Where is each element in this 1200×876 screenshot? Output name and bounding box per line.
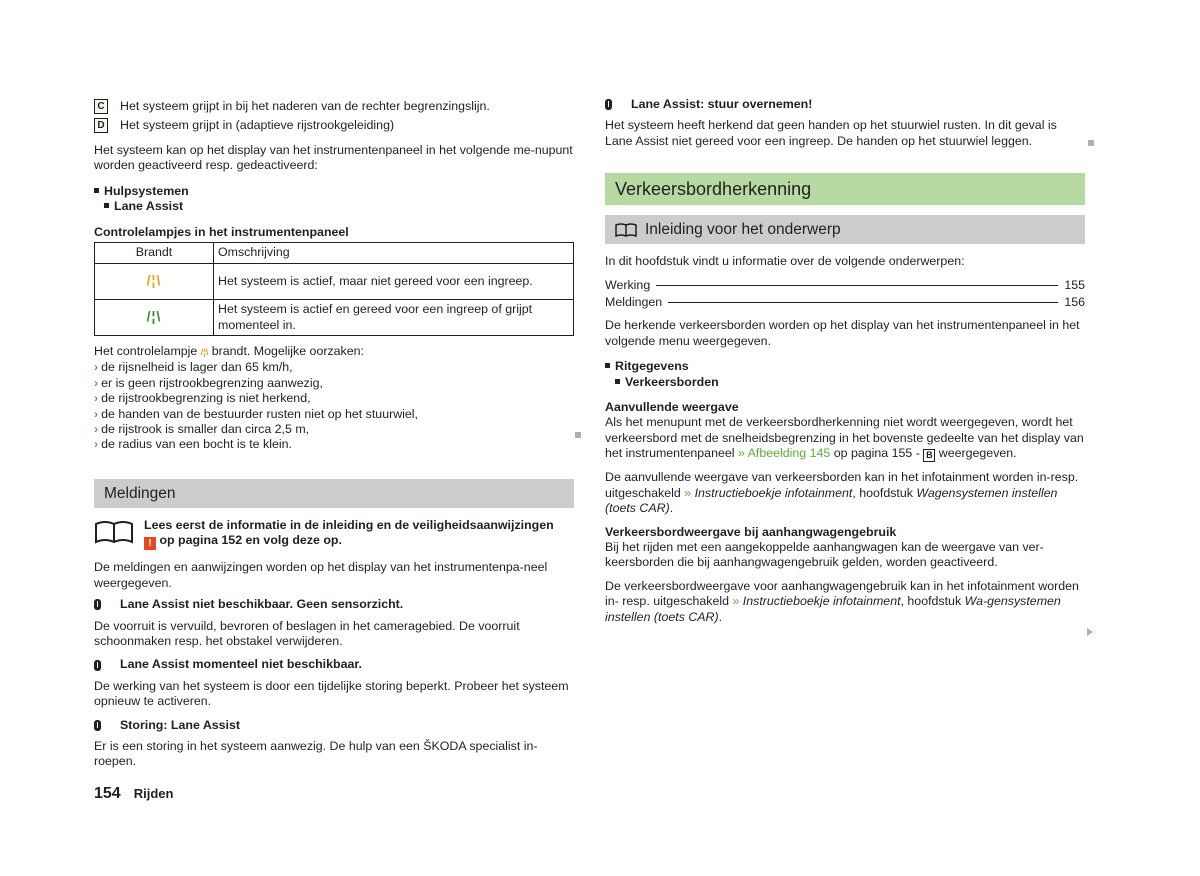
subheading: Verkeersbordweergave bij aanhangwagengebruik [605, 524, 897, 539]
menu-item: Verkeersborden [625, 374, 719, 389]
page-footer [94, 786, 173, 801]
subsection-heading [605, 215, 1085, 244]
message-text: Er is een storing in het systeem aanwezig. De hulp van een ŠKODA specialist in-roepen. [94, 738, 538, 769]
open-book-icon [94, 518, 134, 544]
bullet-square-icon [94, 188, 99, 193]
paragraph-text: weergegeven. [938, 446, 1017, 461]
message-title: Lane Assist: stuur overnemen! [631, 97, 813, 111]
message-title: Storing: Lane Assist [120, 717, 241, 732]
message-heading [94, 597, 574, 612]
paragraph-text: , hoofdstuk [852, 485, 913, 500]
letter-c-marker: C [94, 99, 108, 114]
paragraph-text: . [669, 501, 674, 516]
list-item [94, 407, 574, 422]
table-header: Brandt [95, 243, 214, 264]
message-heading [94, 657, 574, 672]
table-caption: Controlelampjes in het instrumentenpaneel [94, 224, 349, 239]
paragraph [605, 415, 1085, 462]
end-of-section-marker [1088, 140, 1094, 146]
causes-list [94, 360, 574, 452]
message-heading [605, 97, 1085, 112]
list-item [94, 422, 574, 437]
toc-entry[interactable] [605, 295, 1085, 310]
reference-link[interactable]: » [732, 594, 740, 609]
menu-intro: Het systeem kan op het display van het instrumentenpaneel in het volgende me-nupunt worden geactiveerd resp. gedeactiveerd: [94, 143, 573, 173]
list-item-text: Het systeem grijpt in bij het naderen van de rechter begrenzingslijn. [120, 98, 490, 113]
safety-note-line: Lees eerst de informatie in de inleiding en de veiligheidsaanwijzingen [144, 517, 554, 532]
lane-assist-green-icon: /¦\ [146, 308, 162, 325]
reference-link[interactable]: » [684, 485, 692, 500]
menu-item: Ritgegevens [615, 359, 689, 374]
chevron-right-icon: › [94, 406, 99, 421]
paragraph [605, 470, 1085, 516]
reference-chapter: Wagensystemen instellen (toets CAR) [605, 485, 1058, 516]
toc-page: 155 [1064, 277, 1085, 292]
list-item-text: de rijsnelheid is lager dan 65 km/h, [101, 360, 293, 375]
left-column [94, 97, 574, 770]
safety-note-text [144, 518, 554, 550]
toc-label: Meldingen [605, 295, 663, 310]
table-cell: Het systeem is actief en gereed voor een ingreep of grijpt momenteel in. [214, 300, 574, 336]
list-item [94, 376, 574, 391]
list-item [94, 116, 574, 135]
list-item-text: er is geen rijstrookbegrenzing aanwezig, [101, 375, 323, 390]
safety-note [94, 518, 574, 550]
right-column [605, 97, 1085, 625]
lane-assist-yellow-icon: /¦\ [146, 272, 162, 289]
list-item-text: de rijstrook is smaller dan circa 2,5 m, [101, 422, 310, 437]
message-title: Lane Assist niet beschikbaar. Geen sensorzicht. [120, 597, 404, 612]
message-heading [94, 718, 574, 733]
table-cell: Het systeem is actief, maar niet gereed voor een ingreep. [214, 264, 574, 300]
safety-note-line: op pagina 152 en volg deze op. [159, 533, 342, 548]
bullet-square-icon [615, 379, 620, 384]
footer-section: Rijden [133, 786, 174, 801]
list-item-text: Het systeem grijpt in (adaptieve rijstrookgeleiding) [120, 117, 395, 132]
section-heading-meldingen: Meldingen [94, 479, 574, 508]
chevron-right-icon: › [94, 437, 99, 452]
paragraph-text: Als het menupunt met de verkeersbordherkenning niet wordt weergegeven, wordt het verkeersbord met de snelheidsbegrenzing in het bovenste gedeelte van het display van het instrumentenpaneel [605, 415, 1084, 461]
list-item [94, 97, 574, 116]
meldingen-intro: De meldingen en aanwijzingen worden op het display van het instrumentenpa-neel weergegeven. [94, 560, 548, 590]
chevron-right-icon: › [94, 391, 99, 406]
display-text: De herkende verkeersborden worden op het display van het instrumentenpaneel in het volgende menu weergegeven. [605, 318, 1080, 348]
message-text: Het systeem heeft herkend dat geen handen op het stuurwiel rusten. In dit geval is Lane Assist niet gereed voor een ingreep. De handen op het stuurwiel leggen. [605, 118, 1057, 148]
section-heading-verkeersbordherkenning: Verkeersbordherkenning [605, 173, 1085, 205]
message-text: De voorruit is vervuild, bevroren of beslagen in het cameragebied. De voorruit schoonmaken resp. het obstakel verwijderen. [94, 618, 520, 648]
chevron-right-icon: › [94, 360, 99, 375]
continue-arrow-icon [1087, 628, 1093, 636]
menu-item: Hulpsystemen [104, 183, 189, 198]
table-header-row [95, 243, 574, 264]
table-cell-icon [95, 264, 214, 300]
table-row [95, 300, 574, 336]
paragraph: Bij het rijden met een aangekoppelde aanhangwagen kan de weergave van ver-keersborden die bij aanhangwagengebruik gelden, worden geactiveerd. [605, 539, 1044, 570]
table-cell-icon [95, 300, 214, 336]
reference-chapter: Wa-gensystemen instellen (toets CAR) [605, 594, 1061, 624]
menu-path [605, 359, 1085, 390]
paragraph [605, 579, 1085, 625]
message-text: De werking van het systeem is door een tijdelijke storing beperkt. Probeer het systeem opnieuw te activeren. [94, 678, 569, 709]
toc-page: 156 [1064, 295, 1085, 310]
subsection-title: Inleiding voor het onderwerp [645, 221, 841, 239]
list-item [94, 391, 574, 406]
open-book-icon [615, 223, 637, 237]
bullet-square-icon [605, 363, 610, 368]
figure-b-marker: B [923, 449, 935, 462]
reference-title: Instructieboekje infotainment [694, 485, 853, 500]
lamp-text [94, 344, 574, 360]
warning-icon: ! [144, 537, 156, 550]
menu-item: Lane Assist [114, 199, 184, 214]
info-icon [94, 599, 101, 610]
list-item-text: de radius van een bocht is te klein. [101, 437, 292, 452]
lamp-text-post: brandt. Mogelijke oorzaken: [211, 344, 364, 359]
toc-label: Werking [605, 277, 651, 292]
chevron-right-icon: › [94, 422, 99, 437]
paragraph-text: , hoofdstuk [900, 594, 962, 609]
info-icon [605, 99, 612, 110]
figure-link[interactable]: » Afbeelding 145 [737, 446, 831, 461]
subheading: Aanvullende weergave [605, 400, 739, 415]
list-item-text: de handen van de bestuurder rusten niet op het stuurwiel, [101, 406, 419, 421]
info-icon [94, 720, 101, 731]
list-item-text: de rijstrookbegrenzing is niet herkend, [101, 391, 311, 406]
menu-path [94, 184, 574, 215]
lamp-text-pre: Het controlelampje [94, 344, 198, 359]
toc-leader [656, 285, 1058, 286]
toc-entry[interactable] [605, 278, 1085, 293]
page-number: 154 [94, 785, 121, 802]
message-title: Lane Assist momenteel niet beschikbaar. [120, 657, 362, 672]
paragraph-text: op pagina 155 - [833, 446, 920, 461]
paragraph-text: De aanvullende weergave van verkeersborden kan in het infotainment worden in-resp. uitgeschakeld [605, 470, 1079, 500]
bullet-square-icon [104, 203, 109, 208]
topics-intro: In dit hoofdstuk vindt u informatie over de volgende onderwerpen: [605, 254, 965, 269]
table-header: Omschrijving [214, 243, 574, 264]
list-item [94, 437, 574, 452]
indicator-table [94, 242, 574, 336]
info-icon [94, 660, 101, 671]
reference-title: Instructieboekje infotainment [742, 594, 901, 609]
letter-d-marker: D [94, 118, 108, 133]
table-row [95, 264, 574, 300]
list-item [94, 360, 574, 375]
paragraph-text: De verkeersbordweergave voor aanhangwagengebruik kan in het infotainment worden in- resp. uitgeschakeld [605, 578, 1079, 609]
toc-leader [668, 302, 1058, 303]
end-of-section-marker [575, 432, 581, 438]
chevron-right-icon: › [94, 375, 99, 390]
lane-assist-yellow-icon: /¦\ [200, 347, 209, 358]
paragraph-text: . [718, 609, 723, 624]
